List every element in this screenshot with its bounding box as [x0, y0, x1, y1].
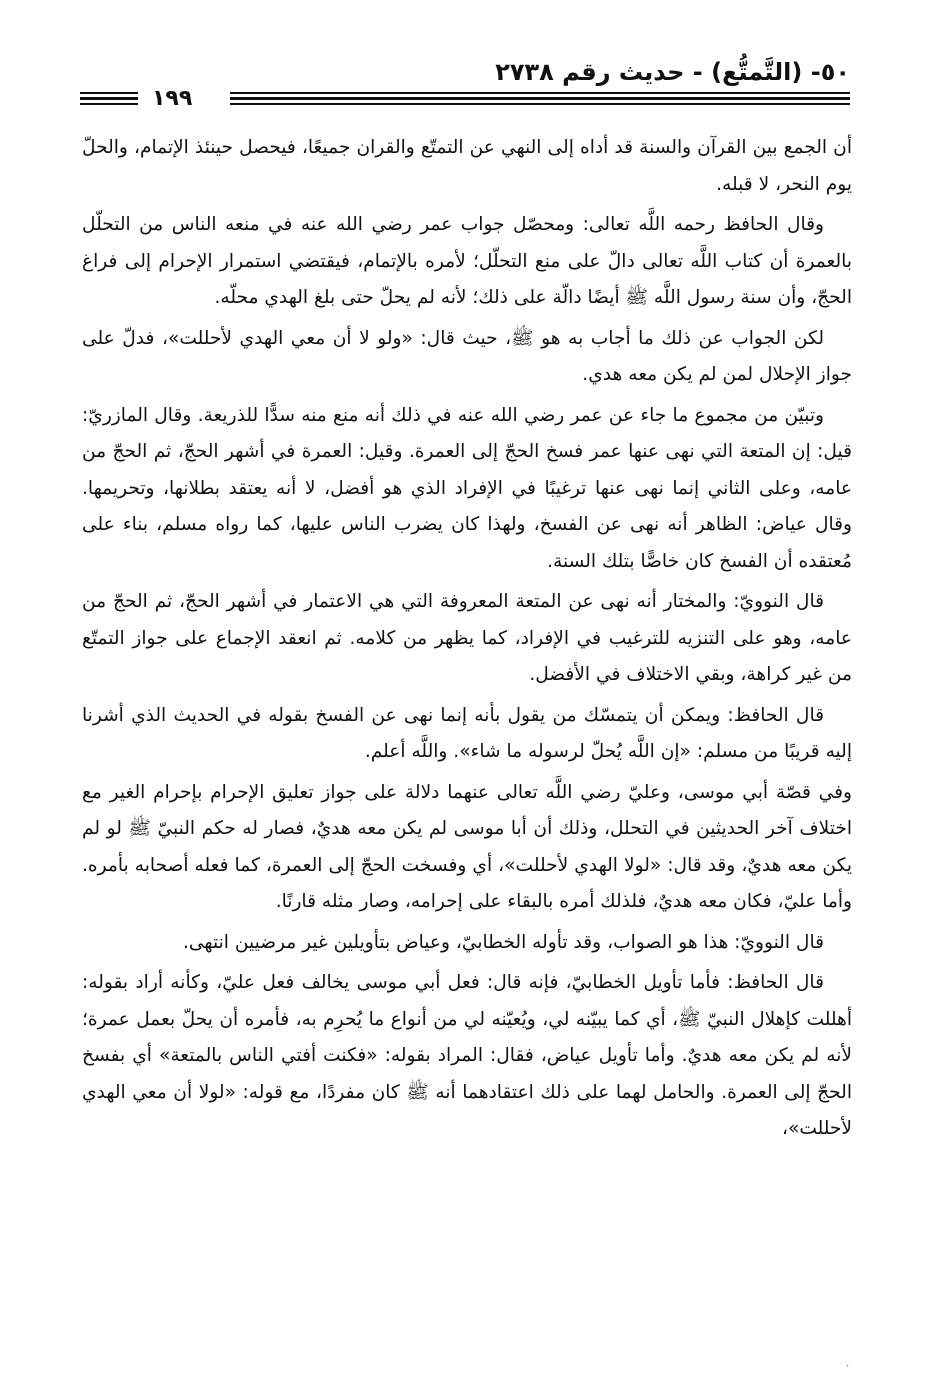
- scan-mark: ,: [846, 1358, 850, 1369]
- header-rule: [230, 97, 850, 100]
- header-rule-left: [80, 97, 138, 100]
- header-rule: [230, 92, 850, 94]
- paragraph: قال النوويّ: والمختار أنه نهى عن المتعة المعروفة التي هي الاعتمار في أشهر الحجّ، ثم الحجّ من عامه، وهو على التنزيه للترغيب في الإفراد، كما يظهر من كلامه. ثم انعقد الإجماع على جواز التمتّع من غير كراهة، وبقي الاختلاف في الأفضل.: [82, 591, 852, 685]
- header-rule-left: [80, 103, 138, 105]
- header-rule-left: [80, 92, 138, 94]
- paragraph: قال الحافظ: ويمكن أن يتمسّك من يقول بأنه إنما نهى عن الفسخ بقوله في الحديث الذي أشرنا إليه قريبًا من مسلم: «إن اللَّه يُحلّ لرسوله ما شاء». واللَّه أعلم.: [82, 704, 852, 762]
- page-number: ١٩٩: [152, 86, 193, 111]
- paragraph: أن الجمع بين القرآن والسنة قد أداه إلى النهي عن التمتّع والقران جميعًا، فيحصل حينئذ الإتمام، والحلّ يوم النحر، لا قبله.: [82, 137, 852, 195]
- page-header: [80, 58, 850, 110]
- paragraph: وتبيّن من مجموع ما جاء عن عمر رضي الله عنه في ذلك أنه منع منه سدًّا للذريعة. وقال المازريّ: قيل: إن المتعة التي نهى عنها عمر فسخ الحجّ إلى العمرة. وقيل: العمرة في أشهر الحجّ، ثم الحجّ من عامه، وعلى الثاني إنما نهى عنها ترغيبًا في الإفراد الذي هو أفضل، لا أنه يعتقد بطلانها، وتحريمها. وقال عياض: الظاهر أنه نهى عن الفسخ، ولهذا كان يضرب الناس عليها، كما رواه مسلم، بناء على مُعتقده أن الفسخ كان خاصًّا بتلك السنة.: [82, 404, 852, 572]
- paragraph: وفي قصّة أبي موسى، وعليّ رضي اللَّه تعالى عنهما دلالة على جواز تعليق الإحرام بإحرام الغير مع اختلاف آخر الحديثين في التحلل، وذلك أن أبا موسى لم يكن معه هديٌ، فصار له حكم النبيّ ﷺ لو لم يكن معه هديٌ، وقد قال: «لولا الهدي لأحللت»، أي وفسخت الحجّ إلى العمرة، كما فعله أصحابه بأمره. وأما عليّ، فكان معه هديٌ، فلذلك أمره بالبقاء على إحرامه، وصار مثله قارنًا.: [82, 781, 852, 912]
- running-title: ٥٠- (التَّمتُّع) - حديث رقم ٢٧٣٨: [495, 58, 850, 86]
- paragraph: لكن الجواب عن ذلك ما أجاب به هو ﷺ، حيث قال: «ولو لا أن معي الهدي لأحللت»، فدلّ على جواز الإحلال لمن لم يكن معه هدي.: [82, 327, 852, 385]
- paragraph: قال الحافظ: فأما تأويل الخطابيّ، فإنه قال: فعل أبي موسى يخالف فعل عليّ، وكأنه أراد بقوله: أهللت كإهلال النبيّ ﷺ، أي كما يبيّنه لي، ويُعيّنه لي من أنواع ما يُحرِم به، فأمره أن يحلّ بعمل عمرة؛ لأنه لم يكن معه هديٌ. وأما تأويل عياض، فقال: المراد بقوله: «فكنت أفتي الناس بالمتعة» أي بفسخ الحجّ إلى العمرة. والحامل لهما على ذلك اعتقادهما أنه ﷺ كان مفردًا، مع قوله: «لولا أن معي الهدي لأحللت»،: [82, 972, 852, 1139]
- paragraph: وقال الحافظ رحمه اللَّه تعالى: ومحصّل جواب عمر رضي الله عنه في منعه الناس من التحلّل بالعمرة أن كتاب اللَّه تعالى دالّ على منع التحلّل؛ لأمره بالإتمام، فيقتضي استمرار الإحرام إلى فراغ الحجّ، وأن سنة رسول اللَّه ﷺ أيضًا دالّة على ذلك؛ لأنه لم يحلّ حتى بلغ الهدي محلّه.: [82, 214, 852, 308]
- page-body: [82, 130, 852, 1152]
- paragraph: قال النوويّ: هذا هو الصواب، وقد تأوله الخطابيّ، وعياض بتأويلين غير مرضيين انتهى.: [183, 931, 824, 953]
- header-rule: [230, 103, 850, 105]
